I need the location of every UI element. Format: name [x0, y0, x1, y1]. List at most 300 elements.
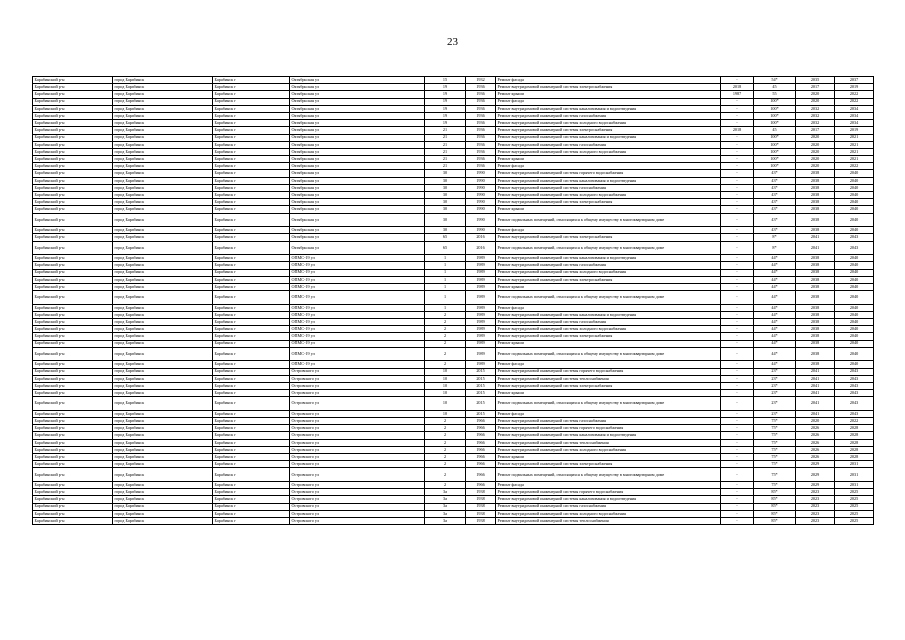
district-cell: Барабинский р-н	[33, 291, 113, 305]
build-year-cell: 1990	[466, 184, 496, 191]
end-year-cell: 2040	[835, 304, 874, 311]
end-year-cell: 2034	[835, 120, 874, 127]
work-type-cell: Ремонт фасада	[496, 163, 721, 170]
house-number-cell: 2	[425, 418, 466, 425]
district-cell: Барабинский р-н	[33, 333, 113, 340]
last-repair-year-cell: -	[721, 112, 754, 119]
last-repair-year-cell: -	[721, 347, 754, 361]
table-row	[33, 177, 874, 184]
wear-percent-cell: 44*	[754, 276, 796, 283]
table-row	[33, 206, 874, 213]
street-cell: Октябрьская ул	[290, 234, 425, 241]
work-type-cell: Ремонт подвальных помещений, относящихся к общему имуществу в многоквартирном доме	[496, 291, 721, 305]
locality-cell: Барабинск г	[213, 468, 290, 482]
municipality-cell: город Барабинск	[113, 199, 213, 206]
municipality-cell: город Барабинск	[113, 84, 213, 91]
house-number-cell: 1	[425, 255, 466, 262]
locality-cell: Барабинск г	[213, 368, 290, 375]
last-repair-year-cell: -	[721, 326, 754, 333]
locality-cell: Барабинск г	[213, 148, 290, 155]
house-number-cell: 2	[425, 446, 466, 453]
locality-cell: Барабинск г	[213, 77, 290, 84]
build-year-cell: 2016	[466, 234, 496, 241]
build-year-cell: 1966	[466, 461, 496, 468]
wear-percent-cell: 23*	[754, 375, 796, 382]
street-cell: Островского ул	[290, 368, 425, 375]
house-number-cell: 30	[425, 213, 466, 227]
locality-cell: Барабинск г	[213, 425, 290, 432]
end-year-cell: 2034	[835, 112, 874, 119]
work-type-cell: Ремонт внутридомовой инженерной системы канализования и водоотведения	[496, 177, 721, 184]
street-cell: Октябрьская ул	[290, 127, 425, 134]
house-number-cell: 10	[425, 382, 466, 389]
build-year-cell: 1990	[466, 206, 496, 213]
table-row	[33, 319, 874, 326]
wear-percent-cell: 75*	[754, 461, 796, 468]
house-number-cell: 3а	[425, 496, 466, 503]
table-row	[33, 105, 874, 112]
wear-percent-cell: 100*	[754, 156, 796, 163]
municipality-cell: город Барабинск	[113, 269, 213, 276]
work-type-cell: Ремонт внутридомовой инженерной системы горячего водоснабжения	[496, 368, 721, 375]
build-year-cell: 1990	[466, 199, 496, 206]
work-type-cell: Ремонт подвальных помещений, относящихся к общему имуществу в многоквартирном доме	[496, 468, 721, 482]
municipality-cell: город Барабинск	[113, 439, 213, 446]
build-year-cell: 1938	[466, 510, 496, 517]
start-year-cell: 2038	[796, 291, 835, 305]
end-year-cell: 2040	[835, 311, 874, 318]
municipality-cell: город Барабинск	[113, 333, 213, 340]
wear-percent-cell: 55	[754, 91, 796, 98]
locality-cell: Барабинск г	[213, 410, 290, 417]
wear-percent-cell: 54*	[754, 77, 796, 84]
house-number-cell: 65	[425, 234, 466, 241]
table-row	[33, 234, 874, 241]
locality-cell: Барабинск г	[213, 163, 290, 170]
last-repair-year-cell: -	[721, 432, 754, 439]
municipality-cell: город Барабинск	[113, 184, 213, 191]
last-repair-year-cell: -	[721, 291, 754, 305]
locality-cell: Барабинск г	[213, 390, 290, 397]
last-repair-year-cell: -	[721, 276, 754, 283]
house-number-cell: 19	[425, 105, 466, 112]
build-year-cell: 1990	[466, 177, 496, 184]
municipality-cell: город Барабинск	[113, 241, 213, 255]
last-repair-year-cell: -	[721, 255, 754, 262]
last-repair-year-cell: -	[721, 227, 754, 234]
work-type-cell: Ремонт подвальных помещений, относящихся к общему имуществу в многоквартирном доме	[496, 213, 721, 227]
build-year-cell: 1989	[466, 361, 496, 368]
table-row	[33, 368, 874, 375]
locality-cell: Барабинск г	[213, 333, 290, 340]
locality-cell: Барабинск г	[213, 241, 290, 255]
start-year-cell: 2026	[796, 454, 835, 461]
municipality-cell: город Барабинск	[113, 77, 213, 84]
end-year-cell: 2040	[835, 333, 874, 340]
locality-cell: Барабинск г	[213, 496, 290, 503]
last-repair-year-cell: -	[721, 390, 754, 397]
end-year-cell: 2025	[835, 496, 874, 503]
wear-percent-cell: 8*	[754, 234, 796, 241]
house-number-cell: 2	[425, 326, 466, 333]
end-year-cell: 2028	[835, 425, 874, 432]
last-repair-year-cell: -	[721, 283, 754, 290]
wear-percent-cell: 44*	[754, 333, 796, 340]
street-cell: ОПМС-19 ул	[290, 262, 425, 269]
table-row	[33, 439, 874, 446]
work-type-cell: Ремонт внутридомовой инженерной системы электроснабжения	[496, 276, 721, 283]
locality-cell: Барабинск г	[213, 503, 290, 510]
wear-percent-cell: 44*	[754, 283, 796, 290]
locality-cell: Барабинск г	[213, 432, 290, 439]
start-year-cell: 2038	[796, 319, 835, 326]
street-cell: Октябрьская ул	[290, 163, 425, 170]
last-repair-year-cell: -	[721, 418, 754, 425]
street-cell: Островского ул	[290, 517, 425, 524]
district-cell: Барабинский р-н	[33, 163, 113, 170]
build-year-cell: 1966	[466, 454, 496, 461]
house-number-cell: 30	[425, 177, 466, 184]
house-number-cell: 2	[425, 340, 466, 347]
municipality-cell: город Барабинск	[113, 482, 213, 489]
last-repair-year-cell: -	[721, 446, 754, 453]
table-row	[33, 517, 874, 524]
end-year-cell: 2040	[835, 255, 874, 262]
work-type-cell: Ремонт фасада	[496, 482, 721, 489]
table-row	[33, 382, 874, 389]
district-cell: Барабинский р-н	[33, 446, 113, 453]
build-year-cell: 1989	[466, 319, 496, 326]
municipality-cell: город Барабинск	[113, 98, 213, 105]
end-year-cell: 2040	[835, 283, 874, 290]
start-year-cell: 2038	[796, 276, 835, 283]
wear-percent-cell: 44*	[754, 291, 796, 305]
work-type-cell: Ремонт внутридомовой инженерной системы холодного водоснабжения	[496, 269, 721, 276]
wear-percent-cell: 85*	[754, 517, 796, 524]
work-type-cell: Ремонт внутридомовой инженерной системы холодного водоснабжения	[496, 192, 721, 199]
street-cell: Октябрьская ул	[290, 177, 425, 184]
start-year-cell: 2038	[796, 227, 835, 234]
last-repair-year-cell: -	[721, 482, 754, 489]
district-cell: Барабинский р-н	[33, 234, 113, 241]
table-row	[33, 98, 874, 105]
house-number-cell: 30	[425, 227, 466, 234]
district-cell: Барабинский р-н	[33, 454, 113, 461]
municipality-cell: город Барабинск	[113, 382, 213, 389]
table-row	[33, 141, 874, 148]
street-cell: Островского ул	[290, 410, 425, 417]
start-year-cell: 2026	[796, 432, 835, 439]
district-cell: Барабинский р-н	[33, 340, 113, 347]
district-cell: Барабинский р-н	[33, 517, 113, 524]
build-year-cell: 1936	[466, 91, 496, 98]
build-year-cell: 1936	[466, 127, 496, 134]
table-row	[33, 326, 874, 333]
locality-cell: Барабинск г	[213, 105, 290, 112]
house-number-cell: 19	[425, 112, 466, 119]
table-row	[33, 468, 874, 482]
end-year-cell: 2040	[835, 361, 874, 368]
street-cell: Островского ул	[290, 454, 425, 461]
build-year-cell: 2015	[466, 390, 496, 397]
start-year-cell: 2038	[796, 177, 835, 184]
district-cell: Барабинский р-н	[33, 199, 113, 206]
municipality-cell: город Барабинск	[113, 432, 213, 439]
wear-percent-cell: 43*	[754, 192, 796, 199]
build-year-cell: 2016	[466, 241, 496, 255]
street-cell: Островского ул	[290, 482, 425, 489]
start-year-cell: 2038	[796, 262, 835, 269]
end-year-cell: 2040	[835, 326, 874, 333]
end-year-cell: 2043	[835, 375, 874, 382]
last-repair-year-cell: -	[721, 213, 754, 227]
end-year-cell: 2025	[835, 503, 874, 510]
table-row	[33, 84, 874, 91]
street-cell: Октябрьская ул	[290, 192, 425, 199]
table-row	[33, 241, 874, 255]
end-year-cell: 2022	[835, 91, 874, 98]
district-cell: Барабинский р-н	[33, 112, 113, 119]
locality-cell: Барабинск г	[213, 199, 290, 206]
wear-percent-cell: 43*	[754, 177, 796, 184]
work-type-cell: Ремонт подвальных помещений, относящихся к общему имуществу в многоквартирном доме	[496, 347, 721, 361]
municipality-cell: город Барабинск	[113, 213, 213, 227]
table-row	[33, 397, 874, 411]
locality-cell: Барабинск г	[213, 510, 290, 517]
district-cell: Барабинский р-н	[33, 304, 113, 311]
work-type-cell: Ремонт крыши	[496, 91, 721, 98]
municipality-cell: город Барабинск	[113, 410, 213, 417]
house-number-cell: 3а	[425, 517, 466, 524]
last-repair-year-cell: 1987	[721, 91, 754, 98]
end-year-cell: 2043	[835, 397, 874, 411]
house-number-cell: 30	[425, 170, 466, 177]
build-year-cell: 1936	[466, 105, 496, 112]
work-type-cell: Ремонт крыши	[496, 283, 721, 290]
district-cell: Барабинский р-н	[33, 368, 113, 375]
table-row	[33, 276, 874, 283]
municipality-cell: город Барабинск	[113, 105, 213, 112]
build-year-cell: 1936	[466, 163, 496, 170]
start-year-cell: 2038	[796, 255, 835, 262]
start-year-cell: 2032	[796, 105, 835, 112]
wear-percent-cell: 100*	[754, 98, 796, 105]
last-repair-year-cell: -	[721, 234, 754, 241]
house-number-cell: 3а	[425, 510, 466, 517]
last-repair-year-cell: -	[721, 262, 754, 269]
work-type-cell: Ремонт фасада	[496, 98, 721, 105]
work-type-cell: Ремонт внутридомовой инженерной системы газоснабжения	[496, 184, 721, 191]
build-year-cell: 1990	[466, 227, 496, 234]
start-year-cell: 2041	[796, 368, 835, 375]
wear-percent-cell: 100*	[754, 163, 796, 170]
municipality-cell: город Барабинск	[113, 127, 213, 134]
last-repair-year-cell: -	[721, 510, 754, 517]
table-row	[33, 390, 874, 397]
last-repair-year-cell: -	[721, 199, 754, 206]
house-number-cell: 2	[425, 454, 466, 461]
street-cell: Октябрьская ул	[290, 170, 425, 177]
work-type-cell: Ремонт фасада	[496, 227, 721, 234]
start-year-cell: 2026	[796, 446, 835, 453]
district-cell: Барабинский р-н	[33, 326, 113, 333]
municipality-cell: город Барабинск	[113, 503, 213, 510]
last-repair-year-cell: -	[721, 163, 754, 170]
locality-cell: Барабинск г	[213, 192, 290, 199]
table-row	[33, 461, 874, 468]
district-cell: Барабинский р-н	[33, 177, 113, 184]
house-number-cell: 1	[425, 283, 466, 290]
wear-percent-cell: 44*	[754, 255, 796, 262]
district-cell: Барабинский р-н	[33, 503, 113, 510]
last-repair-year-cell: -	[721, 439, 754, 446]
house-number-cell: 15	[425, 77, 466, 84]
wear-percent-cell: 75*	[754, 425, 796, 432]
municipality-cell: город Барабинск	[113, 156, 213, 163]
locality-cell: Барабинск г	[213, 283, 290, 290]
wear-percent-cell: 44*	[754, 304, 796, 311]
wear-percent-cell: 23*	[754, 368, 796, 375]
street-cell: Октябрьская ул	[290, 77, 425, 84]
street-cell: Октябрьская ул	[290, 241, 425, 255]
start-year-cell: 2038	[796, 192, 835, 199]
house-number-cell: 10	[425, 368, 466, 375]
work-type-cell: Ремонт внутридомовой инженерной системы газоснабжения	[496, 418, 721, 425]
end-year-cell: 2040	[835, 184, 874, 191]
street-cell: ОПМС-19 ул	[290, 283, 425, 290]
build-year-cell: 1938	[466, 496, 496, 503]
work-type-cell: Ремонт внутридомовой инженерной системы канализования и водоотведения	[496, 105, 721, 112]
table-row	[33, 489, 874, 496]
municipality-cell: город Барабинск	[113, 368, 213, 375]
locality-cell: Барабинск г	[213, 347, 290, 361]
municipality-cell: город Барабинск	[113, 255, 213, 262]
street-cell: Островского ул	[290, 503, 425, 510]
locality-cell: Барабинск г	[213, 112, 290, 119]
last-repair-year-cell: -	[721, 496, 754, 503]
table-row	[33, 120, 874, 127]
build-year-cell: 1989	[466, 311, 496, 318]
last-repair-year-cell: -	[721, 241, 754, 255]
street-cell: ОПМС-19 ул	[290, 255, 425, 262]
district-cell: Барабинский р-н	[33, 482, 113, 489]
municipality-cell: город Барабинск	[113, 340, 213, 347]
table-row	[33, 127, 874, 134]
end-year-cell: 2022	[835, 418, 874, 425]
locality-cell: Барабинск г	[213, 269, 290, 276]
end-year-cell: 2040	[835, 170, 874, 177]
repair-schedule-table	[32, 76, 874, 525]
table-row	[33, 510, 874, 517]
municipality-cell: город Барабинск	[113, 319, 213, 326]
district-cell: Барабинский р-н	[33, 432, 113, 439]
municipality-cell: город Барабинск	[113, 170, 213, 177]
municipality-cell: город Барабинск	[113, 446, 213, 453]
locality-cell: Барабинск г	[213, 276, 290, 283]
wear-percent-cell: 44*	[754, 262, 796, 269]
wear-percent-cell: 44*	[754, 340, 796, 347]
house-number-cell: 30	[425, 184, 466, 191]
wear-percent-cell: 75*	[754, 482, 796, 489]
build-year-cell: 1938	[466, 517, 496, 524]
last-repair-year-cell: -	[721, 319, 754, 326]
end-year-cell: 2040	[835, 192, 874, 199]
end-year-cell: 2025	[835, 489, 874, 496]
municipality-cell: город Барабинск	[113, 276, 213, 283]
street-cell: Островского ул	[290, 439, 425, 446]
district-cell: Барабинский р-н	[33, 91, 113, 98]
wear-percent-cell: 43*	[754, 184, 796, 191]
build-year-cell: 1936	[466, 112, 496, 119]
district-cell: Барабинский р-н	[33, 213, 113, 227]
start-year-cell: 2020	[796, 134, 835, 141]
start-year-cell: 2035	[796, 77, 835, 84]
build-year-cell: 1936	[466, 141, 496, 148]
street-cell: ОПМС-19 ул	[290, 340, 425, 347]
locality-cell: Барабинск г	[213, 517, 290, 524]
district-cell: Барабинский р-н	[33, 120, 113, 127]
street-cell: Октябрьская ул	[290, 141, 425, 148]
municipality-cell: город Барабинск	[113, 141, 213, 148]
house-number-cell: 19	[425, 98, 466, 105]
district-cell: Барабинский р-н	[33, 98, 113, 105]
work-type-cell: Ремонт внутридомовой инженерной системы электроснабжения	[496, 234, 721, 241]
street-cell: ОПМС-19 ул	[290, 319, 425, 326]
build-year-cell: 1966	[466, 425, 496, 432]
build-year-cell: 2015	[466, 375, 496, 382]
locality-cell: Барабинск г	[213, 291, 290, 305]
work-type-cell: Ремонт внутридомовой инженерной системы канализования и водоотведения	[496, 255, 721, 262]
wear-percent-cell: 85*	[754, 510, 796, 517]
start-year-cell: 2041	[796, 390, 835, 397]
end-year-cell: 2022	[835, 98, 874, 105]
house-number-cell: 10	[425, 375, 466, 382]
locality-cell: Барабинск г	[213, 213, 290, 227]
district-cell: Барабинский р-н	[33, 468, 113, 482]
municipality-cell: город Барабинск	[113, 112, 213, 119]
district-cell: Барабинский р-н	[33, 156, 113, 163]
work-type-cell: Ремонт внутридомовой инженерной системы газоснабжения	[496, 319, 721, 326]
start-year-cell: 2020	[796, 98, 835, 105]
municipality-cell: город Барабинск	[113, 177, 213, 184]
table-row	[33, 311, 874, 318]
house-number-cell: 19	[425, 84, 466, 91]
end-year-cell: 2021	[835, 141, 874, 148]
house-number-cell: 30	[425, 206, 466, 213]
end-year-cell: 2040	[835, 199, 874, 206]
work-type-cell: Ремонт внутридомовой инженерной системы канализования и водоотведения	[496, 134, 721, 141]
last-repair-year-cell: 2018	[721, 127, 754, 134]
locality-cell: Барабинск г	[213, 489, 290, 496]
district-cell: Барабинский р-н	[33, 276, 113, 283]
end-year-cell: 2043	[835, 234, 874, 241]
work-type-cell: Ремонт внутридомовой инженерной системы канализования и водоотведения	[496, 432, 721, 439]
municipality-cell: город Барабинск	[113, 390, 213, 397]
table-row	[33, 347, 874, 361]
last-repair-year-cell: -	[721, 98, 754, 105]
district-cell: Барабинский р-н	[33, 148, 113, 155]
last-repair-year-cell: -	[721, 503, 754, 510]
wear-percent-cell: 43*	[754, 199, 796, 206]
municipality-cell: город Барабинск	[113, 347, 213, 361]
street-cell: ОПМС-19 ул	[290, 269, 425, 276]
start-year-cell: 2038	[796, 269, 835, 276]
district-cell: Барабинский р-н	[33, 84, 113, 91]
district-cell: Барабинский р-н	[33, 262, 113, 269]
municipality-cell: город Барабинск	[113, 283, 213, 290]
municipality-cell: город Барабинск	[113, 425, 213, 432]
table-row	[33, 446, 874, 453]
